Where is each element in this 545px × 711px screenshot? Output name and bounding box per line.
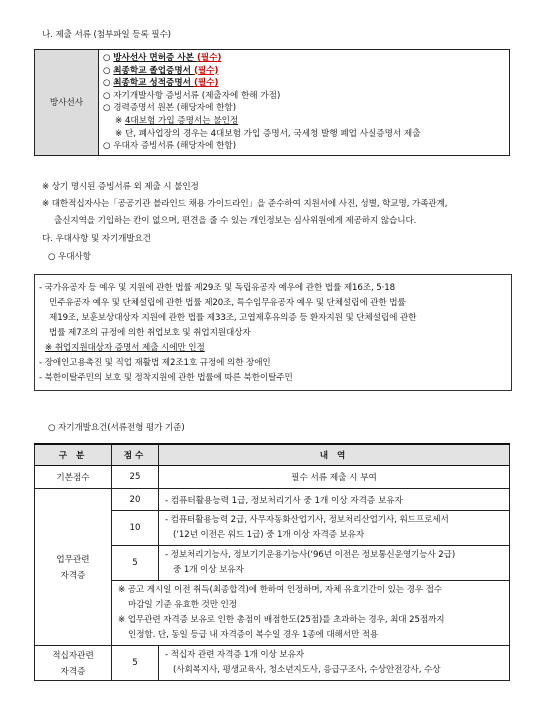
submission-item: ○ 최종학교 졸업증명서 (필수) xyxy=(103,65,219,76)
score-basic: 25 xyxy=(112,466,159,489)
desc-job-5: - 정보처리기능사, 정보기기운용기능사(‘96년 이전은 정보통신운영기능사 2급) 중 1개 이상 보유자 xyxy=(159,546,510,581)
score-redcross: 5 xyxy=(112,646,159,681)
desc-job-20: - 컴퓨터활용능력 1급, 정보처리기사 중 1개 이상 자격증 보유자 xyxy=(159,489,510,511)
score-job-5: 5 xyxy=(112,546,159,581)
desc-job-10: - 컴퓨터활용능력 2급, 사무자동화산업기사, 정보처리산업기사, 워드프로세서 (‘12년 이전은 워드 1급) 중 1개 이상 자격증 보유자 xyxy=(159,511,510,546)
score-job-20: 20 xyxy=(112,489,159,511)
category-basic: 기본점수 xyxy=(35,466,112,489)
job-cert-notes: ※ 공고 게시일 이전 취득(최종합격)에 한하여 인정하며, 자체 유효기간이 있는 경우 접수 마감일 기준 유효한 것만 인정 ※ 업무관련 자격증 보유로 인한 총점이 배점한도(25점)를 초과하는 경우, 최대 25점까지 인정함. 단, 동일 등급 내 자격증이 복수일 경우 1종에 대해서만 적용 xyxy=(112,581,510,646)
submission-label: 방사선사 xyxy=(35,50,99,156)
desc-redcross: - 적십자 관련 자격증 1개 이상 보유자 (사회복지사, 평생교육사, 청소년지도사, 응급구조사, 수상안전강사, 수상 xyxy=(159,646,510,681)
table-row xyxy=(35,646,510,681)
note-evidence: ※ 상기 명시된 증빙서류 외 제출 시 불인정 xyxy=(42,182,199,192)
submission-note: ※ 4대보험 가입 증명서는 불인정 xyxy=(115,115,239,126)
preference-title: ○ 우대사항 xyxy=(48,252,91,262)
preference-line: - 장애인고용촉진 및 직업 재활법 제2조1호 규정에 의한 장애인 xyxy=(39,358,271,368)
preference-line: 제19조, 보훈보상대상자 지원에 관한 법률 제33조, 고엽제후유의증 등 환자지원 및 단체설립에 관한 xyxy=(49,313,417,323)
header-detail: 내 역 xyxy=(159,444,510,466)
submission-items xyxy=(99,50,510,156)
category-redcross: 적십자관련 자격증 xyxy=(35,646,112,681)
category-job-cert: 업무관련 자격증 xyxy=(35,489,112,646)
score-job-10: 10 xyxy=(112,511,159,546)
submission-item: ○ 경력증명서 원본 (해당자에 한함) xyxy=(103,103,237,114)
preference-note: ※ 취업지원대상자 증명서 제출 시에만 인정 xyxy=(45,343,205,353)
submission-item: ○ 최종학교 성적증명서 (필수) xyxy=(103,78,219,89)
submission-note: ※ 단, 폐사업장의 경우는 4대보험 가입 증명서, 국세청 발행 폐업 사실증명서 제출 xyxy=(115,128,421,139)
submission-item: ○ 방사선사 면허증 사본 (필수) xyxy=(103,53,222,63)
section-heading-submission: 나. 제출 서류 (첨부파일 등록 필수) xyxy=(42,30,171,40)
header-score: 점수 xyxy=(112,444,159,466)
submission-item: ○ 자기개발사항 증빙서류 (제출자에 한해 가점) xyxy=(103,90,281,101)
note-blind-line-1: ※ 대한적십자사는「공공기관 블라인드 채용 가이드라인」을 준수하여 지원서에 사진, 성별, 학교명, 가족관계, xyxy=(42,199,448,209)
preference-line: 법률 제7조의 규정에 의한 취업보호 및 취업지원대상자 xyxy=(49,328,251,338)
table-row xyxy=(35,466,510,489)
submission-table xyxy=(34,49,510,156)
desc-basic: 필수 서류 제출 시 부여 xyxy=(159,466,510,489)
score-table xyxy=(34,443,510,681)
section-heading-preference: 다. 우대사항 및 자기개발요건 xyxy=(42,234,151,244)
preference-box xyxy=(34,274,512,391)
note-blind-line-2: 출신지역을 기입하는 칸이 없으며, 편견을 줄 수 있는 개인정보는 심사위원에게 제공하지 않습니다. xyxy=(54,216,417,226)
preference-line: 민주유공자 예우 및 단체설립에 관한 법률 제20조, 특수임무유공자 예우 및 단체설립에 관한 법률 xyxy=(49,298,406,308)
self-dev-title: ○ 자기개발요건(서류전형 평가 기준) xyxy=(48,423,185,433)
preference-line: - 국가유공자 등 예우 및 지원에 관한 법률 제29조 및 독립유공자 예우에 관한 법률 제16조, 5·18 xyxy=(39,283,395,293)
header-category: 구 분 xyxy=(35,444,112,466)
preference-line: - 북한이탈주민의 보호 및 정착지원에 관한 법률에 따른 북한이탈주민 xyxy=(39,373,293,383)
table-row xyxy=(35,489,510,511)
submission-item: ○ 우대자 증빙서류 (해당자에 한함) xyxy=(103,141,237,152)
